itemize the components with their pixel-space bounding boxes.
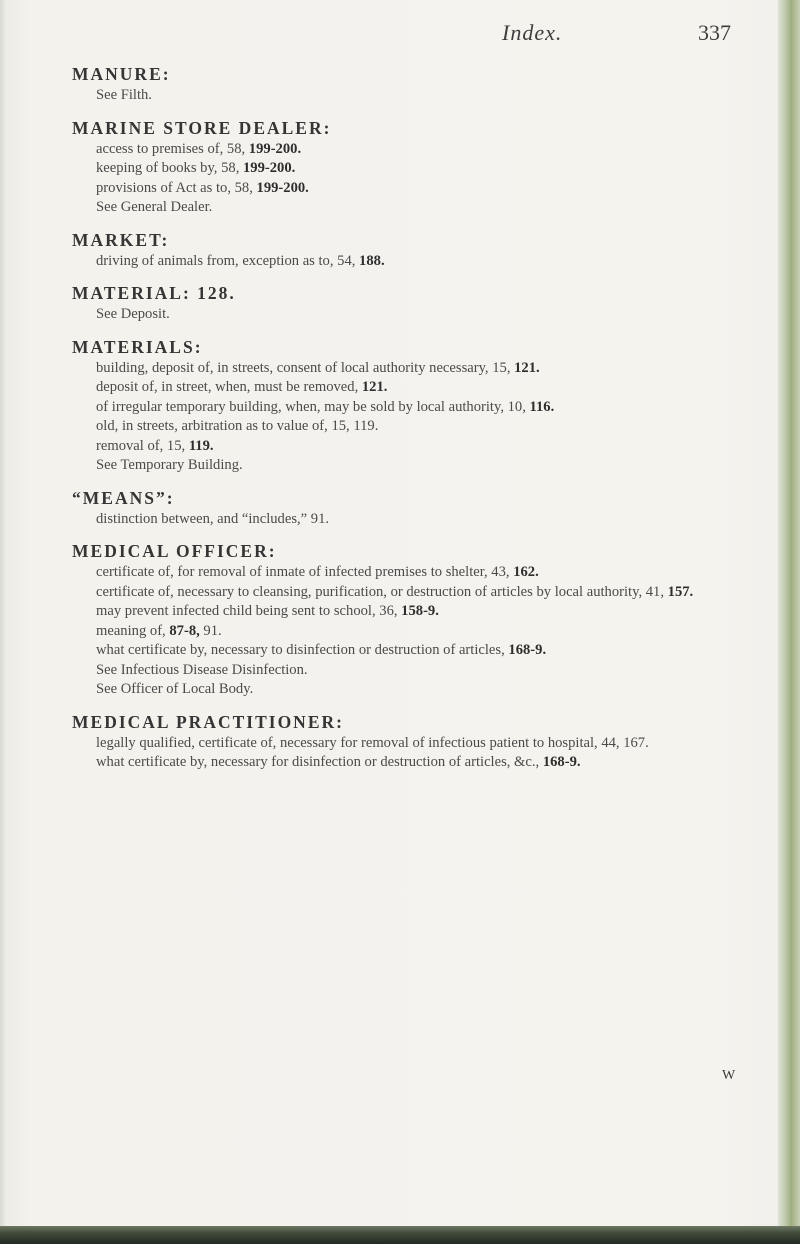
index-content — [72, 62, 732, 783]
cross-reference — [96, 456, 732, 476]
sub-entry-text: distinction between, and “includes,” 91. — [96, 510, 330, 527]
sub-entry — [96, 641, 732, 661]
sub-entry — [96, 510, 732, 530]
sub-entry-text: what certificate by, necessary to disinfection or destruction of articles, — [96, 642, 509, 658]
entry-heading: MARKET: — [72, 229, 170, 250]
sub-entry — [96, 622, 732, 642]
sub-entry — [96, 417, 732, 437]
page-bottom-edge — [0, 1226, 800, 1244]
page-right-edge — [778, 0, 800, 1244]
sub-entry — [96, 359, 732, 379]
index-entry — [72, 62, 732, 106]
sub-entry-text: keeping of books by, 58, — [96, 160, 243, 176]
page-reference: 162. — [513, 564, 539, 580]
sub-entry — [96, 159, 732, 179]
page-reference: 188. — [359, 252, 385, 269]
entry-heading: MATERIAL: 128. — [72, 283, 236, 303]
index-entry — [72, 710, 732, 773]
entry-heading: MEDICAL OFFICER: — [72, 541, 277, 561]
index-entry — [72, 116, 732, 218]
page-reference: 168-9. — [542, 754, 581, 770]
index-entry — [72, 539, 732, 700]
sub-entry — [96, 252, 732, 272]
sub-entry-text: See Temporary Building. — [96, 457, 243, 473]
cross-reference — [96, 305, 732, 325]
sub-entry-text: what certificate by, necessary for disinfection or destruction of articles, &c., — [96, 754, 543, 770]
entry-heading: MEDICAL PRACTITIONER: — [72, 711, 344, 732]
sub-entry-text: building, deposit of, in streets, consent of local authority necessary, 15, — [96, 359, 515, 376]
sub-entry — [96, 398, 732, 418]
page-reference: 116. — [529, 398, 555, 415]
page-reference: 119. — [188, 437, 214, 454]
page-header — [0, 20, 800, 50]
sub-entry — [96, 583, 732, 603]
page-reference: 157. — [667, 583, 694, 600]
cross-reference — [96, 680, 732, 700]
sub-entry-text: See Deposit. — [96, 306, 170, 322]
index-entry — [72, 281, 732, 325]
sub-entry — [96, 140, 732, 160]
cross-reference — [96, 86, 732, 106]
page-reference: 168-9. — [508, 642, 547, 658]
sub-entry — [96, 378, 732, 398]
sub-entry-text: provisions of Act as to, 58, — [96, 179, 257, 196]
sub-entry-text: may prevent infected child being sent to school, 36, — [96, 603, 402, 619]
running-head: Index. — [502, 20, 563, 45]
sub-entry-text: certificate of, for removal of inmate of infected premises to shelter, 43, — [96, 564, 514, 580]
sub-entry-text: of irregular temporary building, when, may be sold by local authority, 10, — [96, 398, 530, 415]
index-entry — [72, 486, 732, 530]
sub-entry-text: certificate of, necessary to cleansing, purification, or destruction of articles by local authority, 41, — [96, 583, 668, 600]
page-left-edge — [0, 0, 6, 1244]
sub-entry — [96, 602, 732, 622]
sub-entry-text: See General Dealer. — [96, 199, 213, 215]
page-reference: 158-9. — [401, 603, 439, 619]
sub-entry-text: removal of, 15, — [96, 437, 189, 454]
page-reference: 121. — [514, 359, 540, 376]
sub-entry-text: See Filth. — [96, 87, 152, 103]
page-reference: 199-200. — [248, 140, 302, 157]
page-reference: 199-200. — [243, 160, 296, 176]
sub-entry-text: deposit of, in street, when, must be removed, — [96, 379, 362, 395]
page-reference: 87-8, — [169, 622, 200, 639]
sub-entry-text-after: 91. — [199, 622, 222, 639]
sub-entry — [96, 179, 732, 199]
cross-reference — [96, 198, 732, 218]
entry-heading: “MEANS”: — [72, 487, 175, 508]
sub-entry-text: See Infectious Disease Disinfection. — [96, 661, 308, 678]
page-reference: 199-200. — [256, 179, 309, 196]
sub-entry-text: legally qualified, certificate of, necessary for removal of infectious patient to hospital, 44, 167. — [96, 734, 649, 751]
index-entry — [72, 335, 732, 476]
sub-entry-text: access to premises of, 58, — [96, 140, 249, 157]
entry-heading: MANURE: — [72, 64, 171, 84]
sub-entry — [96, 437, 732, 457]
sub-entry — [96, 734, 732, 754]
catchword: W — [722, 1068, 736, 1083]
sub-entry-text: driving of animals from, exception as to, 54, — [96, 252, 360, 269]
sub-entry — [96, 563, 732, 583]
page-reference: 121. — [361, 379, 388, 395]
sub-entry-text: meaning of, — [96, 622, 170, 639]
entry-heading: MATERIALS: — [72, 336, 203, 357]
index-entry — [72, 228, 732, 272]
cross-reference — [96, 661, 732, 681]
page-number: 337 — [698, 20, 731, 45]
entry-heading: MARINE STORE DEALER: — [72, 117, 332, 138]
sub-entry-text: old, in streets, arbitration as to value of, 15, 119. — [96, 418, 379, 434]
sub-entry-text: See Officer of Local Body. — [96, 681, 254, 697]
sub-entry — [96, 753, 732, 773]
